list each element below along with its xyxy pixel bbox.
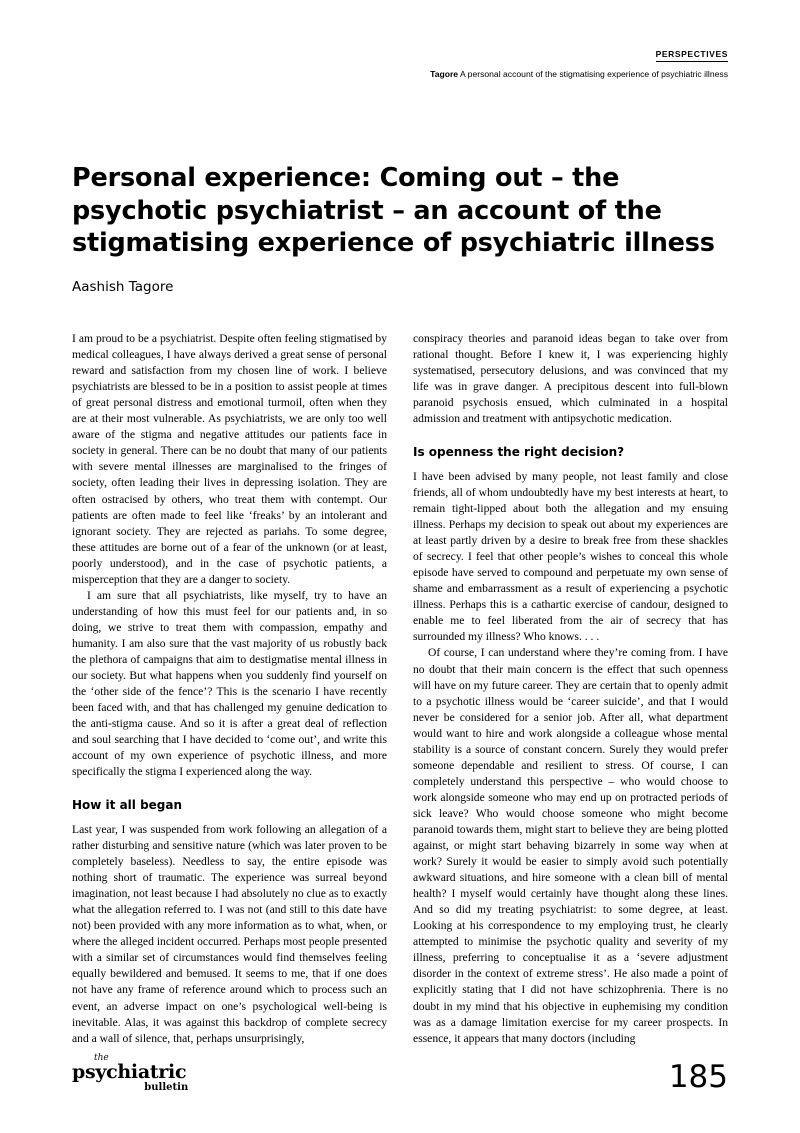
paragraph: Last year, I was suspended from work following an allegation of a rather disturbing and sensitive nature (which was later proven to be completely baseless). Needless to say, the entire episode was nothing short of traumatic. The experience was surreal beyond imagination, not least because I had absolutely no clue as to exactly what the allegation referred to. I was not (and still to this date have not) been provided with any more information as to what, when, or where the alleged incident occurred. Perhaps most people presented with a similar set of circumstances would find themselves feeling equally bewildered and bemused. It seems to me, that if one does not have any frame of reference around which to process such an event, an adverse impact on one’s psychological well-being is inevitable. Alas, it was against this backdrop of complete secrecy and a wall of silence, that, perhaps unsurprisingly, xyxy=(72,822,387,1045)
article-byline: Aashish Tagore xyxy=(72,279,174,296)
paragraph: Of course, I can understand where they’re coming from. I have no doubt that their main concern is the effect that such openness will have on my future career. They are certain that to openly admit to a psychotic illness would be ‘career suicide’, and that I would never be considered for a senior job. After all, what department would want to hire and work alongside a colleague whose mental stability is a source of constant concern. Surely they would prefer someone dependable and resilient to stress. Of course, I can completely understand this perspective – who would choose to work alongside someone who may end up on protracted periods of sick leave? Who would choose someone who might become paranoid towards them, might start to believe they are being plotted against, or might start behaving bizarrely in some way when at work? Surely it would be easier to simply avoid such potentially awkward situations, and hire someone with a clean bill of mental health? I myself would certainly have thought along these lines. And so did my treating psychiatrist: to some degree, at least. Looking at his correspondence to my employing trust, he clearly attempted to minimise the psychotic quality and severity of my illness, preferring to conceptualise it as a ‘severe adjustment disorder in the context of extreme stress’. He also made a point of explicitly stating that I did not have schizophrenia. There is no doubt in my mind that his objective in euphemising my condition was as a damage limitation exercise for my career prospects. In essence, it appears that many doctors (including xyxy=(413,646,728,1045)
paragraph: I have been advised by many people, not least family and close friends, all of whom undoubtedly have my best interests at heart, to remain tight-lipped about both the allegation and my ensuing illness. Perhaps my decision to speak out about my experiences are at least partly driven by a desire to break free from these shackles of secrecy. I feel that other people’s wishes to conceal this whole episode have served to compound and perpetuate my own sense of shame and embarrassment as a result of experiencing a psychotic illness. Perhaps this is a cathartic exercise of candour, designed to enable me to feel liberated from the air of secrecy that has surrounded my illness? Who knows. . . . xyxy=(413,469,728,644)
journal-logo-sub: bulletin xyxy=(144,1082,189,1093)
journal-logo-the: the xyxy=(94,1053,109,1063)
paragraph: I am proud to be a psychiatrist. Despite often feeling stigmatised by medical colleagues, I have always derived a great sense of personal reward and satisfaction from my chosen line of work. I believe psychiatrists are blessed to be in a position to assist people at times of great personal distress and emotional turmoil, often when they are at their most vulnerable. As psychiatrists, we are only too well aware of the stigma and negative attitudes our patients face in society in general. There can be no doubt that many of our patients with severe mental illnesses are marginalised to the fringes of society, often leading their lives in depressing isolation. They are often ostracised by others, who treat them with contempt. Our patients are often made to feel like ‘freaks’ by an intolerant and ignorant society. They are rejected as pariahs. To some degree, these attitudes are borne out of a fear of the unknown (or at least, poorly understood), and in the case of psychotic patients, a misperception that they are a danger to society. xyxy=(72,332,387,586)
article-body xyxy=(72,331,728,1047)
paragraph: I am sure that all psychiatrists, like myself, try to have an understanding of how this must feel for our patients and, in so doing, we strive to treat them with compassion, empathy and humanity. I am also sure that the vast majority of us robustly back the plethora of campaigns that aim to destigmatise mental illness in our society. But what happens when you suddenly find yourself on the ‘other side of the fence’? This is the scenario I have recently been faced with, and that has challenged my genuine dedication to the anti-stigma cause. And so it is after a great deal of reflection and soul searching that I have decided to ‘come out’, and write this account of my own experience of psychotic illness, and more specifically the stigma I experienced along the way. xyxy=(72,588,387,779)
journal-logo-main: psychiatric xyxy=(72,1061,187,1083)
paragraph: conspiracy theories and paranoid ideas began to take over from rational thought. Before I knew it, I was experiencing highly systematised, persecutory delusions, and was convinced that my life was in grave danger. A precipitous descent into full-blown paranoid psychosis ensued, which culminated in a hospital admission and treatment with antipsychotic medication. xyxy=(413,332,728,426)
running-head-citation xyxy=(72,69,728,81)
right-column xyxy=(413,331,728,1047)
page-title: Personal experience: Coming out – the psychotic psychiatrist – an account of the stigmatising experience of psychiatric illness xyxy=(72,163,715,259)
page-number: 185 xyxy=(668,1059,728,1095)
title-block xyxy=(72,162,728,295)
running-head-author: Tagore xyxy=(430,68,459,79)
section-heading-how-it-all-began: How it all began xyxy=(72,798,183,813)
page-footer xyxy=(72,1053,728,1095)
journal-logo xyxy=(72,1053,190,1095)
section-heading-is-openness-the-right-decision: Is openness the right decision? xyxy=(413,445,625,460)
running-head xyxy=(72,42,728,80)
journal-logo-text xyxy=(72,1053,189,1093)
running-head-section: PERSPECTIVES xyxy=(656,49,728,62)
left-column xyxy=(72,331,387,1047)
running-head-description: A personal account of the stigmatising experience of psychiatric illness xyxy=(460,68,728,79)
